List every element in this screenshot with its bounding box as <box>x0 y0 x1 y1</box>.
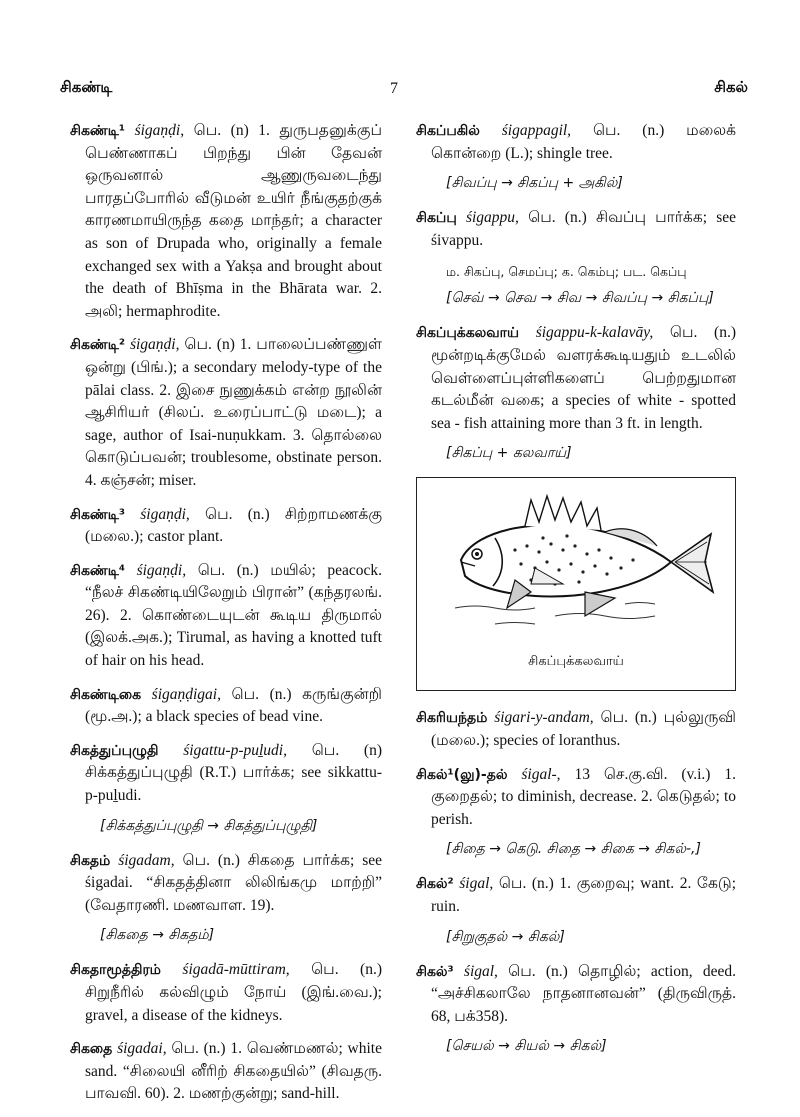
dictionary-entry <box>416 873 736 918</box>
etymology: [சிகப்பு + கலவாய்] <box>446 445 572 462</box>
dictionary-entry <box>416 322 736 435</box>
headword: சிகரியந்தம் <box>416 710 488 727</box>
headword: சிகண்டி³ <box>70 506 126 523</box>
dictionary-entry <box>70 684 382 729</box>
cognates: ம. சிகப்பு, செமப்பு; க. கெம்பு; பட. கெப்பு <box>446 264 687 280</box>
running-head-right: சிகல் <box>714 78 748 96</box>
transliteration: śigaṇḍi, <box>136 561 187 579</box>
etymology: [செவ் → செவ → சிவ → சிவப்பு → சிகப்பு] <box>446 290 714 307</box>
dictionary-entry <box>416 961 736 1029</box>
definition: பெ. (n) 1. துருபதனுக்குப் பெண்ணாகப் பிறந்து பின் தேவன் ஒருவனால் ஆணுருவடைந்து பாரதப்போரில் வீடுமன் உயிர் நீங்குதற்குக் காரணமாயிருந்த கதை மாந்தர்; a character as son of Drupada who, originally a female exchanged sex with a Yakṣa and brought about the death of Bhīṣma in the Bhārata war. 2. அலி; hermaphrodite. <box>85 122 382 320</box>
dictionary-entry <box>70 120 382 323</box>
etymology: [செயல் → சியல் → சிகல்] <box>446 1038 607 1055</box>
dictionary-entry <box>70 850 382 918</box>
transliteration: śigaṇḍi, <box>134 122 185 139</box>
dictionary-entry <box>416 764 736 832</box>
definition: பெ. (n.) சிவப்பு பார்க்க; see śivappu. <box>431 209 737 249</box>
definition: 13 செ.கு.வி. (v.i.) 1. குறைதல்; to diminish, decrease. 2. கெடுதல்; to perish. <box>431 765 736 828</box>
headword: சிகப்பு <box>416 210 457 227</box>
transliteration: śigadai, <box>117 1040 167 1058</box>
transliteration: śigappu, <box>465 209 519 227</box>
headword: சிகப்புக்கலவாய் <box>416 325 520 342</box>
running-head-left: சிகண்டி <box>60 78 113 96</box>
right-column <box>416 120 736 1070</box>
definition: பெ. (n.) மூன்றடிக்குமேல் வளரக்கூடியதும் உடலில் வெள்ளைப்புள்ளிகளைப் பெற்றதுமான கடல்மீன் வகை; a species of white - spotted sea - fish attaining more than 3 ft. in length. <box>431 324 737 432</box>
definition: பெ. (n.) 1. குறைவு; want. 2. கேடு; ruin. <box>431 875 736 915</box>
fish-illustration <box>435 488 719 638</box>
definition: பெ. (n.) சிற்றாமணக்கு (மலை.); castor plant. <box>85 505 383 546</box>
definition: பெ. (n.) சிறுநீரில் கல்விழும் நோய் (இங்.வை.); gravel, a disease of the kidneys. <box>85 961 382 1024</box>
definition: பெ. (n.) மலைக் கொன்றை (L.); shingle tree. <box>431 122 737 162</box>
headword: சிகல்² <box>416 876 454 893</box>
dictionary-entry <box>70 740 382 808</box>
etymology: [சிக்கத்துப்புழுதி → சிகத்துப்புழுதி] <box>100 817 318 834</box>
figure-caption: சிகப்புக்கலவாய் <box>528 654 624 670</box>
fish-figure <box>416 477 736 691</box>
headword: சிகண்டிகை <box>70 686 142 703</box>
dictionary-entry <box>416 707 736 752</box>
etymology: [சிகதை → சிகதம்] <box>100 927 215 944</box>
etymology: [சிவப்பு → சிகப்பு + அகில்] <box>446 175 623 192</box>
transliteration: śigal, <box>459 875 494 893</box>
dictionary-entry <box>70 334 382 492</box>
headword: சிகப்பகில் <box>416 123 480 139</box>
etymology: [சிறுகுதல் → சிகல்] <box>446 928 565 945</box>
headword: சிகண்டி² <box>70 337 126 354</box>
dictionary-entry <box>70 1038 382 1106</box>
definition: பெ. (n.) மயில்; peacock. “நீலச் சிகண்டியிலேறும் பிரான்” (கந்தரலங். 26). 2. கொண்டையுடன் கூடிய திருமால் (இலக்.அக.); Tirumal, as having a knotted tuft of hair on his head. <box>85 561 383 670</box>
dictionary-entry <box>416 120 736 165</box>
transliteration: śigadā-mūttiram, <box>182 961 290 979</box>
dictionary-entry <box>70 959 382 1027</box>
headword: சிகத்துப்புழுதி <box>70 742 159 759</box>
transliteration: śigattu-p-puḻudi, <box>183 741 287 759</box>
headword: சிகதம் <box>70 852 111 869</box>
definition: பெ. (n.) கருங்குன்றி (மூ.அ.); a black species of bead vine. <box>85 685 382 726</box>
transliteration: śigappu-k-kalavāy, <box>535 324 654 342</box>
headword: சிகண்டி⁴ <box>70 562 126 579</box>
headword: சிகல்³ <box>416 963 454 980</box>
transliteration: śigaṇḍi, <box>129 336 180 354</box>
left-column <box>70 120 382 1117</box>
etymology: [சிதை → கெடு. சிதை → சிகை → சிகல்-,] <box>446 841 701 858</box>
headword: சிகதாமூத்திரம் <box>70 962 161 979</box>
definition: பெ. (n) சிக்கத்துப்புழுதி (R.T.) பார்க்க; see sikkattu-p-puḻudi. <box>85 741 383 805</box>
headword: சிகண்டி¹ <box>70 123 126 139</box>
definition: பெ. (n) 1. பாலைப்பண்ணுள் ஒன்று (பிங்.); a secondary melody-type of the pālai class. 2. இசை நுணுக்கம் என்ற நூலின் ஆசிரியர் (சிலப். உரைப்பாட்டு மடை); a sage, author of Isai-nuṇukkam. 3. தொல்லை கொடுப்பவன்; troublesome, obstinate person. 4. கஞ்சன்; miser. <box>85 336 383 489</box>
page-number: 7 <box>390 80 398 97</box>
headword: சிகல்¹(லு)-தல் <box>416 766 508 783</box>
definition: பெ. (n.) புல்லுருவி (மலை.); species of loranthus. <box>431 709 736 749</box>
definition: பெ. (n.) 1. வெண்மணல்; white sand. “சிலையி னீரிற் சிகதையில்” (சிவதரு. பாவவி. 60). 2. மணற்குன்று; sand-hill. <box>85 1040 382 1103</box>
transliteration: śigadam, <box>118 851 175 869</box>
transliteration: śigaṇḍigai, <box>151 685 221 703</box>
definition: பெ. (n.) சிகதை பார்க்க; see śigadai. “சிகதத்தினா லிலிங்கமு மாற்றி” (வேதாரணி. மணவாள. 19). <box>85 851 383 914</box>
transliteration: śigaṇḍi, <box>140 505 190 523</box>
definition: பெ. (n.) தொழில்; action, deed. “அச்சிகலாலே நாதனானவன்” (திருவிருத். 68, பக்358). <box>431 962 737 1025</box>
headword: சிகதை <box>70 1041 113 1058</box>
dictionary-entry <box>416 207 736 252</box>
transliteration: śigari-y-andam, <box>494 709 594 727</box>
transliteration: śigal-, <box>521 765 561 783</box>
dictionary-entry <box>70 504 382 549</box>
transliteration: śigal, <box>463 962 498 980</box>
dictionary-entry <box>70 560 382 673</box>
transliteration: śigappagil, <box>501 122 572 139</box>
